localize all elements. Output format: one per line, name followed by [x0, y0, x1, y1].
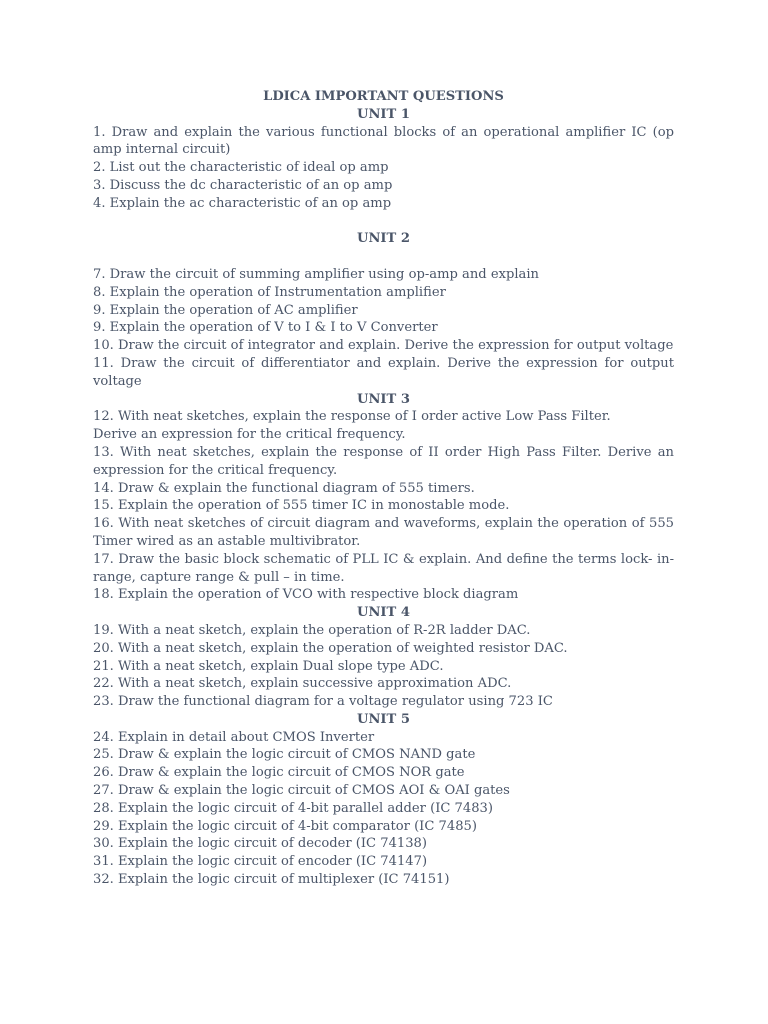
unit-4-section: [93, 604, 674, 711]
question-item: 3. Discuss the dc characteristic of an op amp: [93, 177, 393, 193]
unit-3-section: [93, 391, 674, 605]
question-item: 30. Explain the logic circuit of decoder (IC 74138): [93, 836, 427, 852]
question-item: 26. Draw & explain the logic circuit of CMOS NOR gate: [93, 765, 465, 781]
question-item: 1. Draw and explain the various functional blocks of an operational amplifier IC (op amp internal circuit): [93, 124, 674, 158]
document-title: LDICA IMPORTANT QUESTIONS: [263, 89, 504, 104]
unit-heading: UNIT 5: [357, 711, 410, 727]
question-item: 29. Explain the logic circuit of 4-bit comparator (IC 7485): [93, 818, 477, 834]
question-item: 4. Explain the ac characteristic of an op amp: [93, 195, 392, 211]
question-item: 8. Explain the operation of Instrumentation amplifier: [93, 284, 446, 300]
unit-1-section: [93, 106, 674, 213]
question-item: 16. With neat sketches of circuit diagram and waveforms, explain the operation of 555 Timer wired as an astable multivibrator.: [93, 516, 674, 549]
unit-heading: UNIT 4: [357, 605, 410, 621]
question-item: 31. Explain the logic circuit of encoder (IC 74147): [93, 854, 428, 870]
question-item: 22. With a neat sketch, explain successive approximation ADC.: [93, 676, 512, 692]
document-body: [93, 88, 674, 889]
question-item: 2. List out the characteristic of ideal op amp: [93, 160, 389, 176]
question-item: 18. Explain the operation of VCO with respective block diagram: [93, 587, 519, 603]
unit-heading: UNIT 1: [357, 106, 410, 122]
question-item: 14. Draw & explain the functional diagram of 555 timers.: [93, 480, 475, 496]
unit-heading: UNIT 2: [357, 231, 410, 247]
unit-5-section: [93, 711, 674, 889]
question-item: 23. Draw the functional diagram for a voltage regulator using 723 IC: [93, 694, 553, 710]
question-item: 25. Draw & explain the logic circuit of CMOS NAND gate: [93, 747, 476, 763]
question-item: Derive an expression for the critical frequency.: [93, 427, 406, 443]
question-item: 13. With neat sketches, explain the response of II order High Pass Filter. Derive an expression for the critical frequency.: [93, 444, 674, 478]
unit-2-section: [93, 230, 674, 390]
question-item: 11. Draw the circuit of differentiator and explain. Derive the expression for output voltage: [93, 355, 674, 389]
question-item: 19. With a neat sketch, explain the operation of R-2R ladder DAC.: [93, 622, 531, 638]
question-item: 28. Explain the logic circuit of 4-bit parallel adder (IC 7483): [93, 800, 493, 816]
question-item: 32. Explain the logic circuit of multiplexer (IC 74151): [93, 872, 450, 888]
question-item: 24. Explain in detail about CMOS Inverter: [93, 729, 375, 745]
unit-heading: UNIT 3: [357, 391, 410, 407]
question-item: 9. Explain the operation of V to I & I to V Converter: [93, 320, 438, 336]
question-item: 9. Explain the operation of AC amplifier: [93, 302, 358, 318]
question-item: 7. Draw the circuit of summing amplifier using op-amp and explain: [93, 266, 539, 282]
question-item: 10. Draw the circuit of integrator and explain. Derive the expression for output voltage: [93, 338, 674, 354]
question-item: 27. Draw & explain the logic circuit of CMOS AOI & OAI gates: [93, 783, 510, 799]
question-item: 17. Draw the basic block schematic of PLL IC & explain. And define the terms lock- in-range, capture range & pull – in time.: [93, 551, 674, 585]
question-item: 21. With a neat sketch, explain Dual slope type ADC.: [93, 658, 444, 674]
question-item: 15. Explain the operation of 555 timer IC in monostable mode.: [93, 498, 510, 514]
question-item: 20. With a neat sketch, explain the operation of weighted resistor DAC.: [93, 640, 568, 656]
question-item: 12. With neat sketches, explain the response of I order active Low Pass Filter.: [93, 409, 611, 425]
